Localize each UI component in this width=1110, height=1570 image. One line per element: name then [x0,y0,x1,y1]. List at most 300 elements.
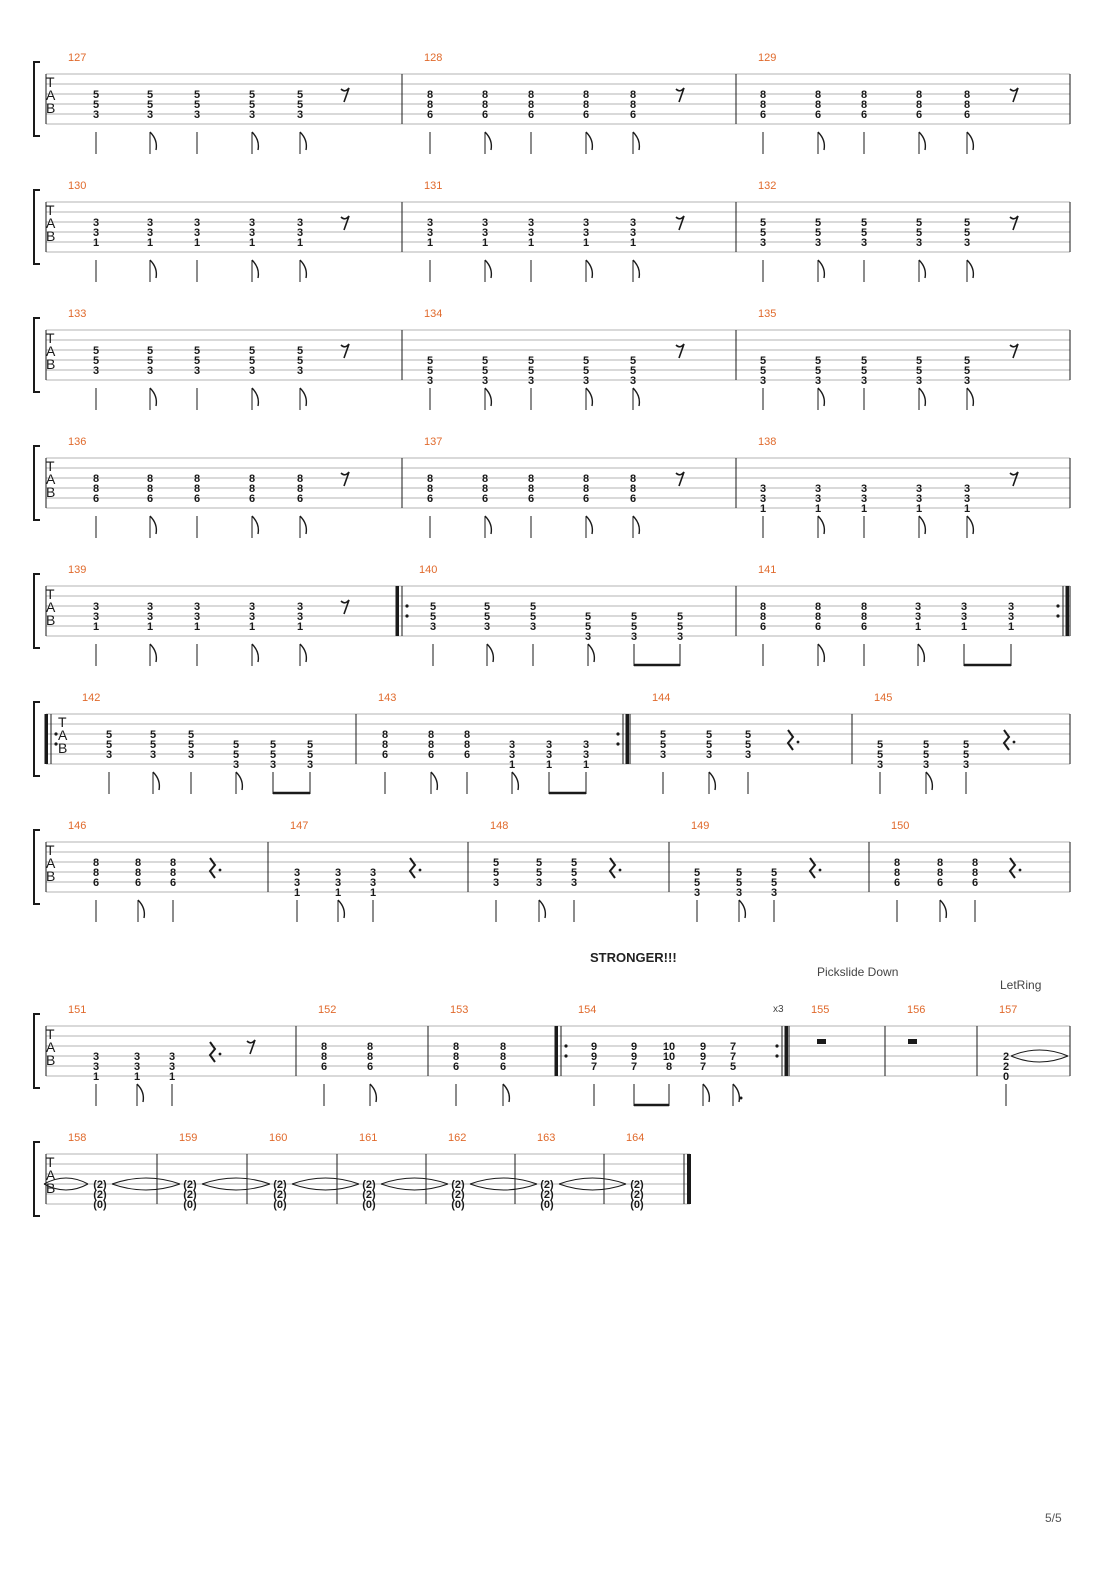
fret-number: 8 [860,611,868,623]
fret-number: 6 [963,109,971,121]
chord [294,867,300,922]
fret-number: 8 [893,867,901,879]
let-ring-annotation: LetRing [1000,978,1042,992]
measure-number: 149 [691,820,710,832]
chord [188,729,194,794]
tab-clef-letter: T [46,1154,55,1170]
fret-number: 5 [492,867,500,879]
fret-number: 5 [876,739,884,751]
chord [528,217,534,282]
note-flag [300,388,306,406]
note-flag [633,388,639,406]
measure-number: 129 [758,52,777,64]
fret-number: 3 [759,483,767,495]
note-flag [150,516,156,534]
fret-number: 3 [146,217,154,229]
note-flag [967,132,973,150]
measure-number: 136 [68,436,87,448]
chord [430,601,436,666]
measure-number: 145 [874,692,893,704]
fret-number: 8 [582,99,590,111]
fret-number: 8 [366,1051,374,1063]
chord [273,1179,287,1211]
fret-number: (2) [451,1189,465,1201]
chord [815,601,824,666]
chord [583,355,592,410]
fret-number: 8 [582,89,590,101]
fret-number: 3 [629,217,637,229]
fret-number: 3 [92,109,100,121]
fret-number: 3 [146,227,154,239]
fret-number: 8 [582,483,590,495]
fret-number: 3 [582,739,590,751]
fret-number: 7 [630,1061,638,1073]
fret-number: 3 [629,375,637,387]
fret-number: 3 [369,867,377,879]
chord [631,1041,637,1106]
chord [964,355,973,410]
fret-number: 8 [481,89,489,101]
fret-number: 1 [168,1071,176,1083]
fret-number: 7 [699,1061,707,1073]
measure-number: 140 [419,564,438,576]
chord [861,483,867,538]
tab-clef-letter: T [46,458,55,474]
fret-number: 5 [529,601,537,613]
repeat-dot [775,1054,778,1057]
fret-number: 5 [759,365,767,377]
repeat-thick-bar [555,1026,559,1076]
chord [861,355,867,410]
repeat-dot [775,1044,778,1047]
chord [536,857,545,922]
fret-number: 8 [366,1041,374,1053]
fret-number: 8 [915,89,923,101]
fret-number: 3 [914,601,922,613]
fret-number: 6 [296,493,304,505]
chord [861,601,867,666]
chord [964,483,973,538]
chord [583,473,592,538]
fret-number: 5 [296,355,304,367]
fret-number: 6 [527,109,535,121]
fret-number: 3 [483,621,491,633]
chord [760,355,766,410]
tab-clef-letter: A [46,215,56,231]
fret-number: 5 [693,867,701,879]
fret-number: 3 [248,365,256,377]
fret-number: 1 [860,503,868,515]
fret-number: 3 [705,749,713,761]
note-flag [503,1084,509,1102]
fret-number: 3 [527,217,535,229]
fret-number: 5 [915,217,923,229]
fret-number: 3 [860,237,868,249]
fret-number: 8 [971,867,979,879]
fret-number: 8 [463,739,471,751]
chord [663,1041,675,1106]
fret-number: 3 [92,1051,100,1063]
let-ring-tie [1011,1050,1068,1056]
measure-number: 157 [999,1004,1018,1016]
fret-number: 3 [296,227,304,239]
fret-number: 5 [429,611,437,623]
fret-number: 5 [248,345,256,357]
fret-number: 5 [105,739,113,751]
fret-number: 8 [320,1041,328,1053]
fret-number: 1 [248,621,256,633]
tab-clef-letter: A [46,855,56,871]
fret-number: 6 [499,1061,507,1073]
quarter-rest [210,1042,215,1062]
tab-system [34,180,1070,282]
fret-number: 8 [481,99,489,111]
eighth-rest [676,216,684,230]
fret-number: 5 [193,345,201,357]
fret-number: 3 [508,749,516,761]
note-flag [818,388,824,406]
repeat-start [555,1026,568,1076]
fret-number: 5 [146,345,154,357]
repeat-dot [1056,604,1059,607]
fret-number: (2) [273,1179,287,1191]
fret-number: 3 [334,867,342,879]
fret-number: 6 [759,621,767,633]
chord [93,217,99,282]
fret-number: 5 [232,739,240,751]
fret-number: 1 [481,237,489,249]
fret-number: 3 [146,601,154,613]
fret-number: 3 [814,483,822,495]
fret-number: 3 [193,611,201,623]
chord [249,473,258,538]
note-flag [919,388,925,406]
measure-number: 135 [758,308,777,320]
fret-number: 8 [169,857,177,869]
fret-number: 1 [296,237,304,249]
chord [760,601,766,666]
fret-number: 6 [759,109,767,121]
chord [815,355,824,410]
fret-number: 5 [92,355,100,367]
fret-number: 3 [296,611,304,623]
fret-number: 9 [699,1041,707,1053]
fret-number: 6 [193,493,201,505]
fret-number: 5 [105,729,113,741]
fret-number: 3 [146,365,154,377]
tab-system [34,820,1070,922]
fret-number: 5 [915,365,923,377]
measure-number: 158 [68,1132,87,1144]
tab-system [34,564,1070,666]
fret-number: 5 [659,729,667,741]
fret-number: 5 [676,621,684,633]
fret-number: 3 [915,237,923,249]
repeat-dot [54,732,57,735]
pickslide-annotation: Pickslide Down [817,965,899,979]
chord [745,729,751,794]
note-flag [370,1084,376,1102]
fret-number: 5 [729,1061,737,1073]
chord [93,857,99,922]
tab-clef-letter: T [46,330,55,346]
fret-number: 5 [860,365,868,377]
fret-number: 5 [248,99,256,111]
tab-clef-letter: A [46,87,56,103]
fret-number: 8 [814,99,822,111]
fret-number: 5 [306,739,314,751]
measure-number: 156 [907,1004,926,1016]
note-flag [918,644,924,662]
chord [93,473,99,538]
fret-number: 7 [729,1041,737,1053]
note-flag [586,132,592,150]
fret-number: 1 [915,503,923,515]
fret-number: 8 [193,473,201,485]
fret-number: 3 [232,759,240,771]
note-flag [586,260,592,278]
measure-number: 130 [68,180,87,192]
fret-number: 8 [759,89,767,101]
fret-number: 5 [759,355,767,367]
chord [916,355,925,410]
chord [915,601,924,666]
chord [297,89,306,154]
fret-number: 1 [814,503,822,515]
eighth-rest [247,1040,255,1054]
fret-number: 3 [860,483,868,495]
chord [147,345,156,410]
note-flag [137,1084,143,1102]
fret-number: 8 [452,1041,460,1053]
fret-number: 3 [426,217,434,229]
fret-number: 6 [463,749,471,761]
fret-number: 5 [529,611,537,623]
system-bracket [34,62,40,136]
fret-number: 5 [814,217,822,229]
let-ring-tie [202,1178,270,1184]
fret-number: 5 [193,355,201,367]
fret-number: 5 [744,729,752,741]
note-flag [485,516,491,534]
fret-number: 5 [429,601,437,613]
measure-number: 133 [68,308,87,320]
fret-number: 3 [193,109,201,121]
measure-number: 162 [448,1132,467,1144]
tab-clef-letter: T [46,842,55,858]
fret-number: 8 [665,1061,673,1073]
fret-number: 6 [426,493,434,505]
fret-number: (2) [451,1179,465,1191]
fret-number: 5 [705,729,713,741]
note-flag [739,900,745,918]
chord [530,601,536,666]
fret-number: 3 [296,109,304,121]
fret-number: 6 [893,877,901,889]
measure-number: 160 [269,1132,288,1144]
eighth-rest [676,88,684,102]
fret-number: 3 [105,749,113,761]
eighth-rest [341,600,349,614]
fret-number: 3 [168,1051,176,1063]
let-ring-tie [1011,1056,1068,1062]
fret-number: 3 [744,749,752,761]
fret-number: 3 [676,631,684,643]
repeat-dot [405,604,408,607]
fret-number: 8 [92,867,100,879]
fret-number: 5 [770,877,778,889]
tab-clef-letter: T [46,586,55,602]
fret-number: 5 [584,611,592,623]
chord [528,355,534,410]
fret-number: 3 [187,749,195,761]
fret-number: 3 [582,375,590,387]
chord [771,867,777,922]
fret-number: 8 [499,1051,507,1063]
chord [147,601,156,666]
fret-number: 5 [705,739,713,751]
chord [677,611,683,666]
fret-number: 8 [463,729,471,741]
repeat-end [1056,586,1069,636]
measure-number: 131 [424,180,443,192]
fret-number: 3 [92,365,100,377]
fret-number: 5 [483,611,491,623]
chord [815,217,824,282]
measure-number: 146 [68,820,87,832]
fret-number: 3 [92,1061,100,1073]
fret-number: 5 [149,739,157,751]
repeat-dot [54,742,57,745]
tab-clef-letter: B [46,868,56,884]
system-bracket [34,318,40,392]
fret-number: 3 [914,611,922,623]
note-flag [236,772,242,790]
fret-number: 1 [92,621,100,633]
chord [815,89,824,154]
fret-number: 5 [876,749,884,761]
note-flag [485,132,491,150]
measure-number: 127 [68,52,87,64]
fret-number: 8 [92,473,100,485]
fret-number: 8 [860,99,868,111]
fret-number: 8 [814,89,822,101]
note-flag [586,516,592,534]
final-thick-bar [687,1154,691,1204]
fret-number: 5 [814,355,822,367]
system-bracket [34,190,40,264]
chord [923,739,932,794]
note-flag [487,644,493,662]
eighth-rest [341,88,349,102]
fret-number: 5 [814,365,822,377]
eighth-rest [676,344,684,358]
note-flag [252,132,258,150]
measure-number: 142 [82,692,101,704]
fret-number: 5 [426,365,434,377]
fret-number: 8 [814,611,822,623]
fret-number: 8 [381,739,389,751]
fret-number: 8 [629,89,637,101]
fret-number: 3 [193,217,201,229]
fret-number: 3 [146,611,154,623]
chord [453,1041,459,1106]
fret-number: 8 [971,857,979,869]
chord [482,89,491,154]
fret-number: 5 [481,355,489,367]
fret-number: 1 [426,237,434,249]
chord [546,739,552,794]
tab-clef-letter: A [58,727,68,743]
measure-number: 128 [424,52,443,64]
fret-number: 1 [369,887,377,899]
fret-number: 3 [481,375,489,387]
chord [249,217,258,282]
tab-system [34,1132,690,1216]
fret-number: 8 [381,729,389,741]
chord [427,473,433,538]
tab-clef-letter: A [46,599,56,615]
chord [147,89,156,154]
chord [916,217,925,282]
tab-clef-letter: B [46,1052,56,1068]
fret-number: 3 [92,227,100,239]
chord [93,345,99,410]
fret-number: 8 [92,857,100,869]
measure-number: 144 [652,692,671,704]
chord [528,89,534,154]
chord [194,89,200,154]
chord [321,1041,327,1106]
fret-number: 3 [630,631,638,643]
fret-number: 5 [92,99,100,111]
fret-number: 8 [193,483,201,495]
fret-number: 8 [814,601,822,613]
chord [233,739,242,794]
fret-number: 5 [759,227,767,239]
fret-number: 3 [527,227,535,239]
eighth-rest [341,472,349,486]
fret-number: 3 [168,1061,176,1073]
fret-number: 5 [570,857,578,869]
fret-number: 3 [860,493,868,505]
fret-number: 5 [535,857,543,869]
chord [660,729,666,794]
fret-number: 8 [296,473,304,485]
fret-number: 1 [1007,621,1015,633]
fret-number: 8 [146,483,154,495]
tab-clef-letter: B [46,356,56,372]
note-flag [252,644,258,662]
chord [528,473,534,538]
fret-number: 8 [426,89,434,101]
fret-number: 1 [293,887,301,899]
repeat-thick-bar [396,586,400,636]
section-label: STRONGER!!! [590,950,677,965]
measure-number: 132 [758,180,777,192]
system-bracket [34,1142,40,1216]
chord [540,1179,554,1211]
fret-number: 8 [915,99,923,111]
fret-number: 1 [759,503,767,515]
fret-number: 8 [860,89,868,101]
fret-number: 2 [1002,1061,1010,1073]
rest-dot [819,869,822,872]
fret-number: 6 [527,493,535,505]
fret-number: 3 [92,601,100,613]
chord [585,611,594,666]
chord [760,89,766,154]
